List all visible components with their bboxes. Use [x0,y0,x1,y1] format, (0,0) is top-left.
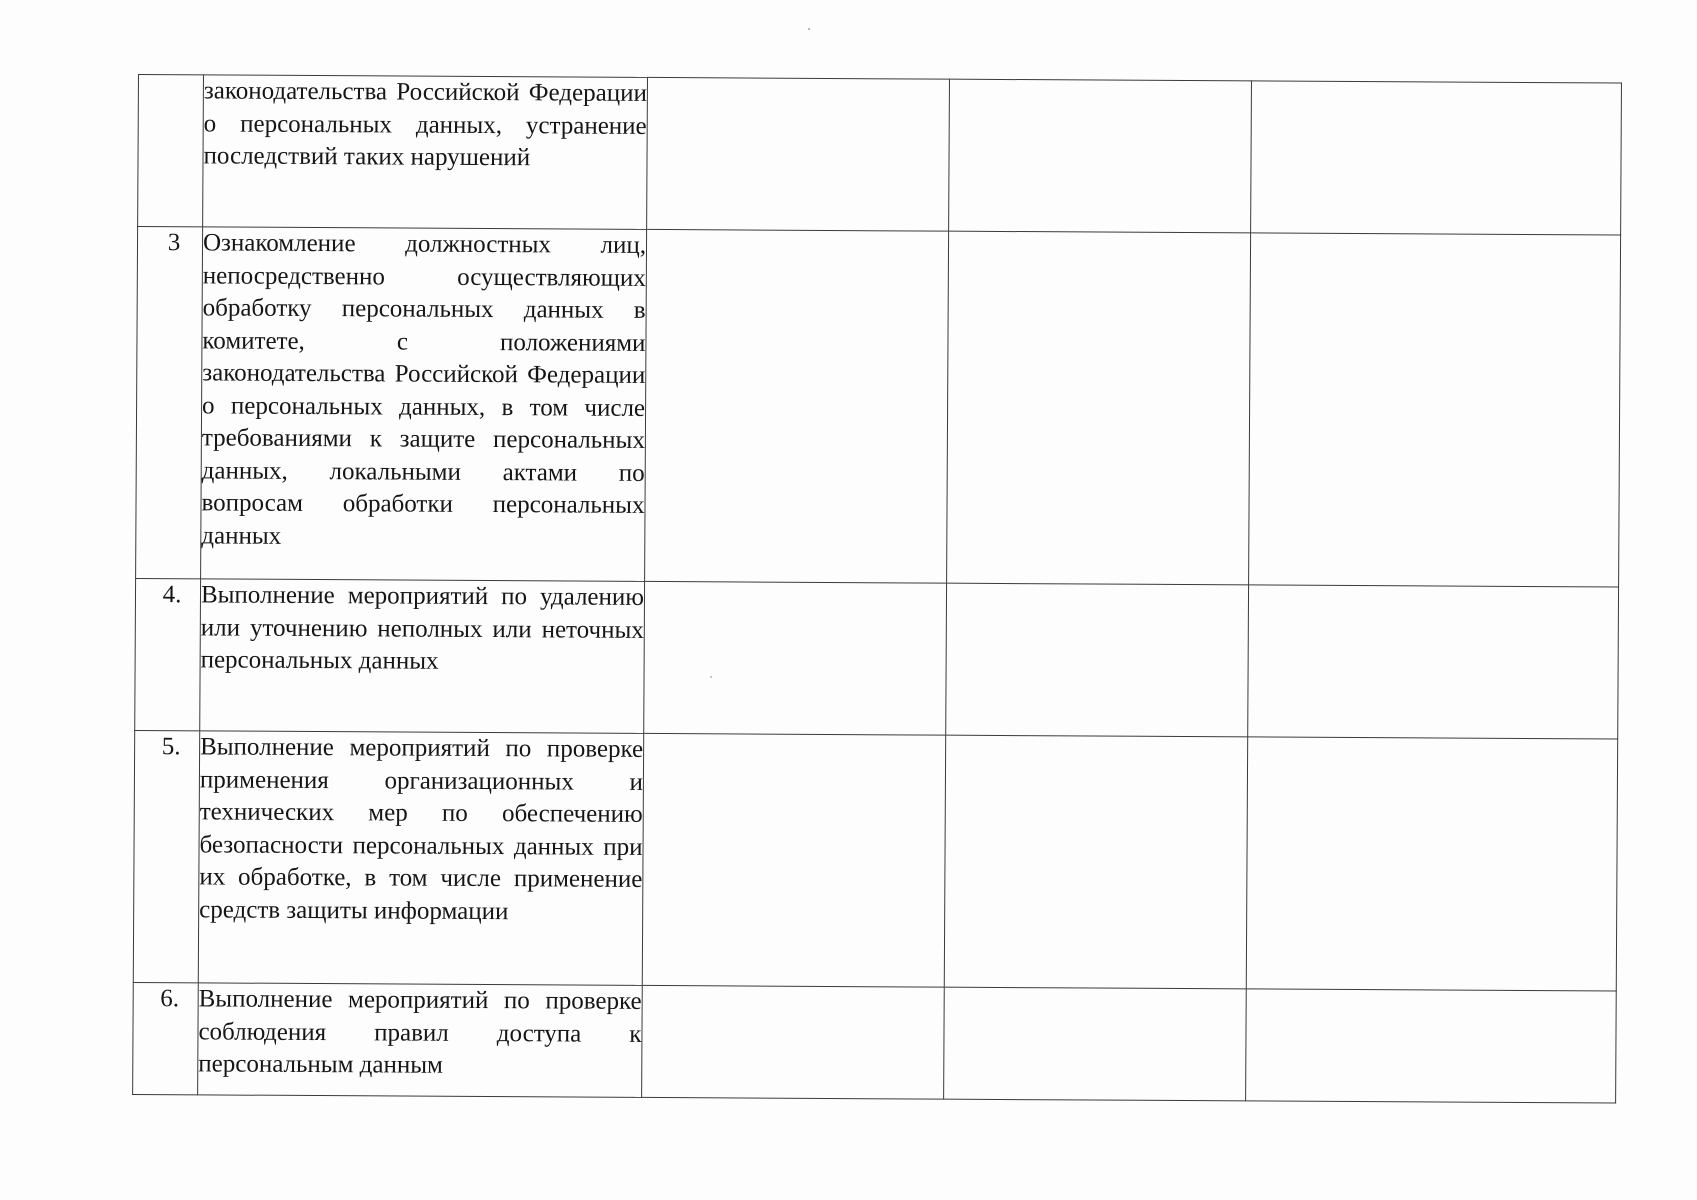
table-row [133,982,1617,1103]
measure-description-cell [203,75,648,230]
row-number: 3 [167,229,181,257]
measure-description-cell [198,983,643,1098]
measure-description: Ознакомление должностных лиц, непосредственно осуществляющих обработку персональных данных в комитете, с положениями законодательства Российской Федерации о персональных данных, в том числе требованиями к защите персональных данных, локальными актами по вопросам обработки персональных данных [201,229,647,550]
row-number: 5. [161,733,181,761]
row-number: 4. [162,581,182,609]
table-cell-empty [947,231,1251,585]
table-cell-empty [949,79,1252,233]
table-row [133,730,1617,991]
row-number-cell [133,982,199,1094]
table-row [135,578,1619,739]
row-number-cell [133,730,199,982]
row-number: 6. [160,985,180,1013]
measure-description: законодательства Российской Федерации о персональных данных, устранение последствий таких нарушений [203,77,647,172]
table-row [138,75,1622,236]
row-number-cell [138,75,204,227]
measure-description-cell [200,579,645,734]
row-number-cell [135,578,201,730]
table-row [136,227,1621,588]
table-cell-empty [645,229,949,583]
table-cell-empty [1246,737,1617,991]
row-number-cell [136,227,203,579]
table-cell-empty [1246,989,1617,1103]
table-cell-empty [946,583,1249,737]
measures-table [132,74,1622,1104]
table-cell-empty [642,733,945,987]
table-cell-empty [642,985,945,1099]
measure-description-cell [198,731,643,986]
table-cell-empty [1249,233,1621,587]
measure-description: Выполнение мероприятий по удалению или уточнению неполных или неточных персональных данных [200,581,645,675]
table-cell-empty [647,77,950,231]
measure-description: Выполнение мероприятий по проверке применения организационных и технических мер по обеспечению безопасности персональных данных при их обработке, в том числе применение средств защиты информации [199,733,644,925]
measure-description-cell [201,227,647,582]
scan-speck [808,28,810,30]
measure-description: Выполнение мероприятий по проверке соблюдения правил доступа к персональным данным [198,985,642,1079]
table-cell-empty [1251,81,1622,235]
table-cell-empty [1248,585,1619,739]
table-cell-empty [644,581,947,735]
table-cell-empty [944,735,1247,989]
table-cell-empty [944,987,1247,1101]
